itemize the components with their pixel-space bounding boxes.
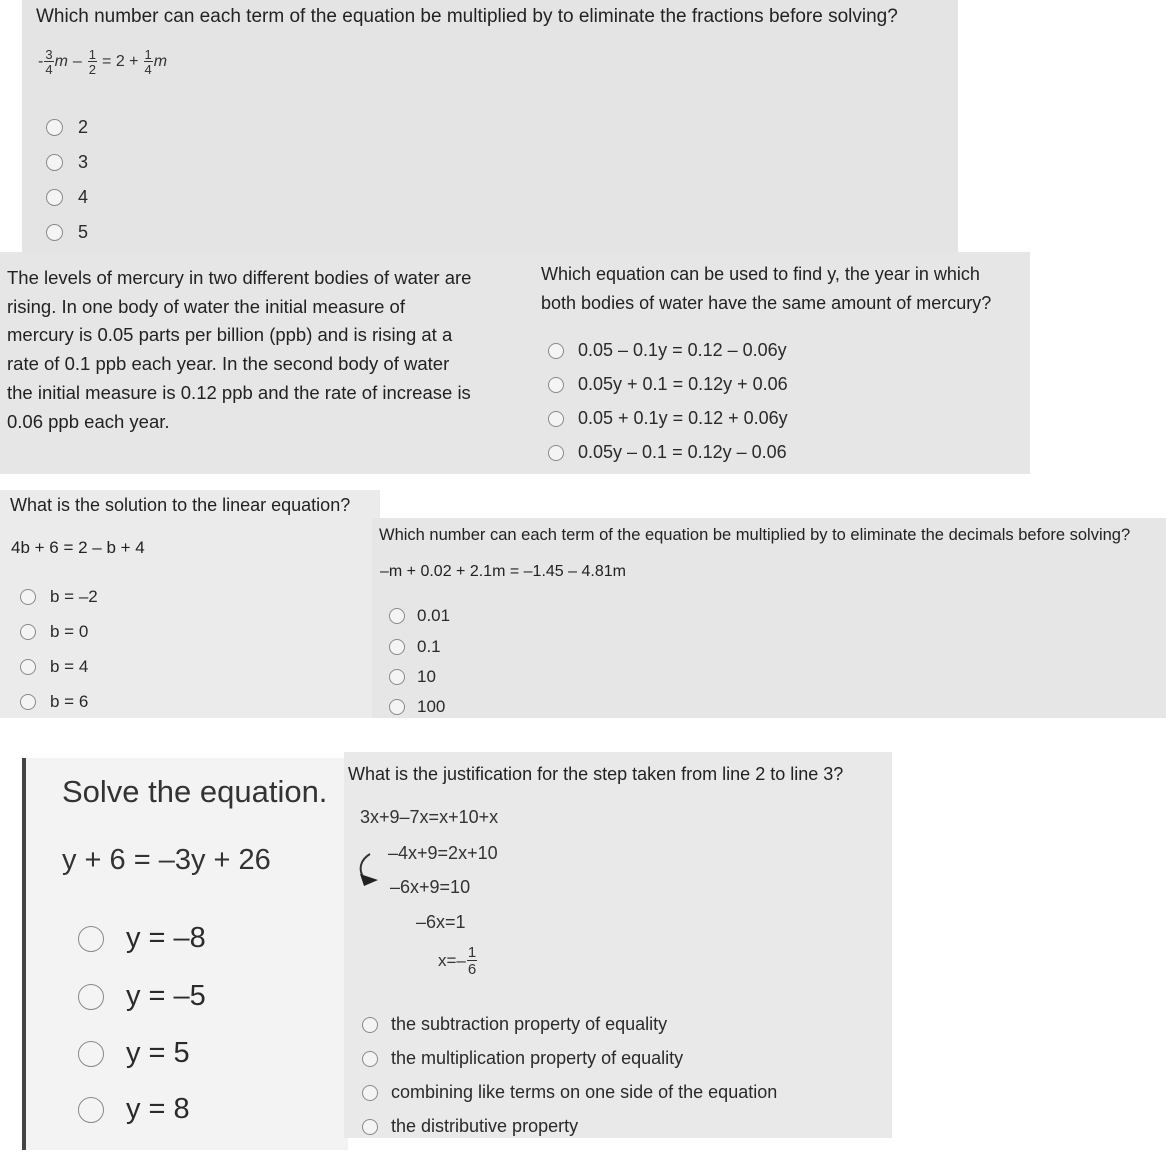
option-2[interactable] (46, 117, 88, 138)
radio-button[interactable] (548, 445, 564, 461)
work-line-1: 3x+9–7x=x+10+x (360, 807, 499, 827)
option-label: b = –2 (50, 587, 98, 606)
question-panel-fractions (22, 0, 958, 252)
operator: – (72, 53, 82, 70)
option-c[interactable] (548, 408, 788, 429)
passage-line: 0.06 ppb each year. (7, 410, 170, 432)
option-b[interactable] (548, 374, 788, 395)
denominator: 4 (45, 62, 53, 77)
option-label: b = 0 (50, 622, 89, 641)
numerator: 1 (88, 47, 97, 62)
radio-button[interactable] (46, 224, 63, 241)
option-label: 0.05 – 0.1y = 0.12 – 0.06y (578, 340, 787, 360)
radio-button[interactable] (389, 639, 405, 655)
option-y-neg5[interactable] (78, 980, 206, 1013)
question-text: What is the solution to the linear equation? (10, 495, 351, 515)
option-label: 4 (78, 187, 89, 207)
question-line: Which equation can be used to find y, the year in which (541, 264, 980, 284)
numerator: 3 (45, 47, 53, 62)
question-panel-solve (22, 758, 348, 1150)
operator: = 2 + (102, 53, 139, 70)
work-line-3: –6x+9=10 (390, 877, 471, 897)
radio-button[interactable] (548, 377, 564, 393)
radio-button[interactable] (20, 659, 36, 675)
radio-button[interactable] (362, 1119, 378, 1135)
equation (38, 48, 167, 76)
fraction (144, 48, 153, 76)
work-line-4: –6x=1 (416, 912, 466, 932)
fraction (467, 945, 477, 977)
question-text: What is the justification for the step taken from line 2 to line 3? (348, 764, 844, 784)
option-label: 10 (417, 667, 436, 686)
option-label: b = 4 (50, 657, 89, 676)
option-4[interactable] (46, 187, 88, 208)
equation: 4b + 6 = 2 – b + 4 (11, 538, 145, 557)
option-a[interactable] (548, 340, 787, 361)
passage-line: mercury is 0.05 parts per billion (ppb) and is rising at a (7, 324, 453, 346)
option-label: combining like terms on one side of the equation (391, 1082, 778, 1102)
radio-button[interactable] (78, 926, 104, 952)
option-label: 3 (78, 152, 89, 172)
question-panel-decimals (372, 518, 1166, 718)
radio-button[interactable] (548, 411, 564, 427)
radio-button[interactable] (46, 119, 63, 136)
radio-button[interactable] (548, 343, 564, 359)
radio-button[interactable] (78, 1097, 104, 1123)
option-0-1[interactable] (389, 637, 441, 657)
option-y-5[interactable] (78, 1037, 190, 1070)
question-text (541, 260, 991, 318)
passage-line: rising. In one body of water the initial measure of (7, 295, 405, 317)
passage-line: rate of 0.1 ppb each year. In the second body of water (7, 353, 450, 375)
numerator: 1 (144, 47, 152, 62)
option-label: 0.05y – 0.1 = 0.12y – 0.06 (578, 442, 787, 462)
option-label: the multiplication property of equality (391, 1048, 684, 1068)
option-like-terms[interactable] (362, 1082, 777, 1103)
option-0-01[interactable] (389, 606, 450, 626)
denominator: 6 (467, 961, 477, 978)
equation: y + 6 = –3y + 26 (62, 844, 271, 876)
option-5[interactable] (46, 222, 88, 243)
option-b-neg2[interactable] (20, 587, 98, 607)
radio-button[interactable] (389, 608, 405, 624)
option-label: 0.1 (417, 637, 441, 656)
radio-button[interactable] (20, 694, 36, 710)
option-subtraction[interactable] (362, 1014, 667, 1035)
option-10[interactable] (389, 667, 436, 687)
passage-line: The levels of mercury in two different bodies of water are (7, 267, 472, 288)
radio-button[interactable] (362, 1017, 378, 1033)
step-arrow-icon (352, 848, 386, 890)
option-distributive[interactable] (362, 1116, 578, 1137)
radio-button[interactable] (78, 1041, 104, 1067)
denominator: 2 (88, 62, 97, 77)
fraction (88, 48, 97, 76)
option-label: the distributive property (391, 1116, 579, 1136)
radio-button[interactable] (362, 1051, 378, 1067)
work-line-2: –4x+9=2x+10 (388, 843, 498, 863)
denominator: 4 (144, 62, 152, 77)
radio-button[interactable] (46, 189, 63, 206)
radio-button[interactable] (20, 589, 36, 605)
option-label: 0.05 + 0.1y = 0.12 + 0.06y (578, 408, 788, 428)
option-100[interactable] (389, 697, 445, 717)
passage-line: the initial measure is 0.12 ppb and the rate of increase is (7, 381, 471, 403)
expression: x=– (438, 951, 466, 970)
fraction (44, 48, 53, 76)
question-text: Which number can each term of the equation be multiplied by to eliminate the fractions before solving? (36, 6, 898, 27)
radio-button[interactable] (362, 1085, 378, 1101)
question-panel-justification (344, 752, 892, 1138)
option-label: 100 (417, 697, 446, 716)
radio-button[interactable] (20, 624, 36, 640)
option-label: y = 5 (126, 1037, 190, 1069)
work-line-5 (438, 945, 478, 977)
option-y-neg8[interactable] (78, 922, 206, 955)
equation: –m + 0.02 + 2.1m = –1.45 – 4.81m (380, 563, 626, 580)
option-3[interactable] (46, 152, 88, 173)
option-multiplication[interactable] (362, 1048, 683, 1069)
radio-button[interactable] (46, 154, 63, 171)
option-label: 5 (78, 222, 89, 242)
question-line: both bodies of water have the same amount of mercury? (541, 293, 992, 313)
question-text: Which number can each term of the equation be multiplied by to eliminate the decimals before solving? (379, 526, 1131, 544)
option-b-6[interactable] (20, 692, 88, 712)
variable: m (153, 53, 168, 70)
question-panel-linear (0, 490, 380, 718)
radio-button[interactable] (389, 669, 405, 685)
option-label: y = –8 (126, 922, 206, 954)
neg-sign: - (38, 53, 44, 70)
option-label: 0.01 (417, 606, 451, 625)
option-label: y = –5 (126, 980, 206, 1012)
numerator: 1 (467, 944, 477, 961)
option-y-8[interactable] (78, 1093, 190, 1126)
option-label: b = 6 (50, 692, 89, 711)
option-d[interactable] (548, 442, 787, 463)
option-label: 0.05y + 0.1 = 0.12y + 0.06 (578, 374, 788, 394)
option-b-0[interactable] (20, 622, 88, 642)
option-b-4[interactable] (20, 657, 88, 677)
radio-button[interactable] (78, 984, 104, 1010)
option-label: 2 (78, 117, 89, 137)
question-panel-mercury (0, 252, 1030, 474)
option-label: the subtraction property of equality (391, 1014, 668, 1034)
variable: m (54, 53, 68, 70)
radio-button[interactable] (389, 699, 405, 715)
title: Solve the equation. (62, 774, 328, 809)
option-label: y = 8 (126, 1093, 190, 1125)
passage (7, 264, 471, 436)
